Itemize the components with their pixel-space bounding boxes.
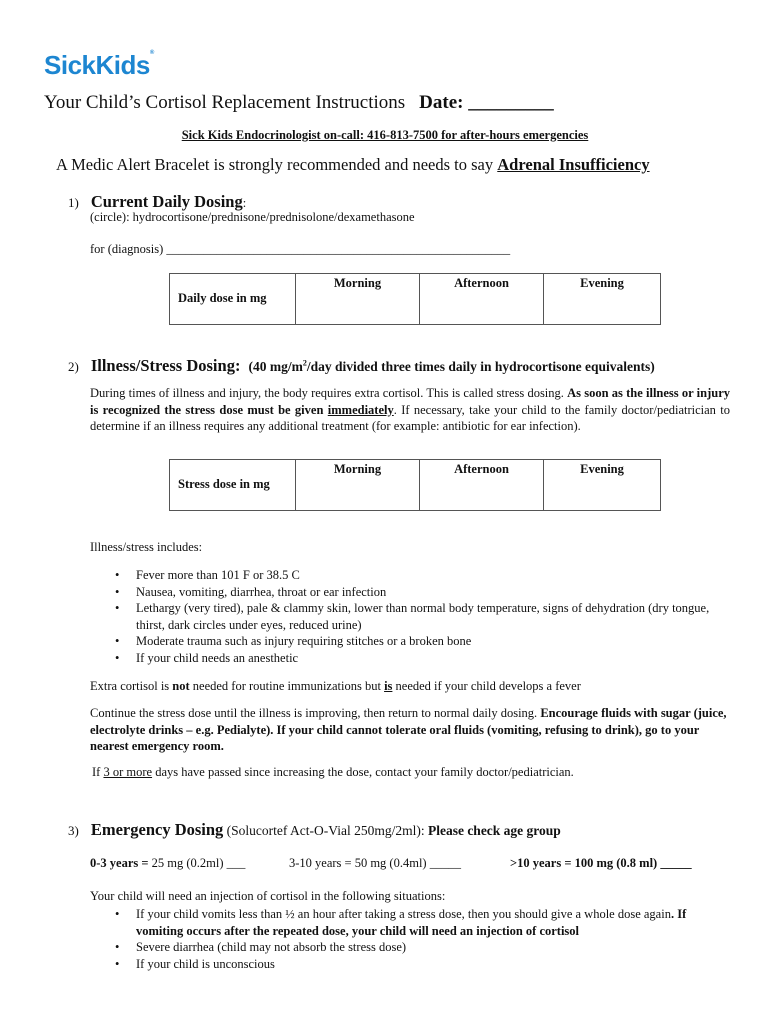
table-row-label: Stress dose in mg bbox=[170, 460, 296, 511]
date-field: Date: _________ bbox=[419, 92, 554, 113]
age-group-10-plus: >10 years = 100 mg (0.8 ml) _____ bbox=[510, 856, 692, 870]
section3-heading: 3) Emergency Dosing (Solucortef Act-O-Vial 250mg/2ml): Please check age group bbox=[68, 820, 561, 839]
table-header: Evening bbox=[544, 460, 661, 511]
illness-list bbox=[113, 567, 713, 667]
table-header: Afternoon bbox=[420, 274, 544, 325]
list-item: • Moderate trauma such as injury requiring stitches or a broken bone bbox=[113, 633, 713, 650]
table-header: Morning bbox=[296, 274, 420, 325]
daily-dose-table bbox=[169, 273, 661, 325]
list-item: • If your child is unconscious bbox=[113, 956, 713, 973]
continue-dose-paragraph: Continue the stress dose until the illness is improving, then return to normal daily dosing. Encourage fluids with sugar (juice, electrolyte drinks – e.g. Pedialyte). If your child cannot tolerate oral fluids (vomiting, refusing to drink), go to your nearest emergency room. bbox=[90, 706, 727, 753]
list-item: • Lethargy (very tired), pale & clammy skin, lower than normal body temperature, signs of dehydration (dry tongue, thirst, dark circles under eyes, reduced urine) bbox=[113, 600, 713, 633]
table-header: Evening bbox=[544, 274, 661, 325]
list-item: • Severe diarrhea (child may not absorb the stress dose) bbox=[113, 939, 713, 956]
medication-options: (circle): hydrocortisone/prednisone/prednisolone/dexamethasone bbox=[90, 210, 415, 224]
diagnosis-line: for (diagnosis) _______________________________________________________ bbox=[90, 242, 511, 256]
oncall-line: Sick Kids Endocrinologist on-call: 416-813-7500 for after-hours emergencies bbox=[181, 128, 589, 142]
stress-dose-table bbox=[169, 459, 661, 511]
list-item: • If your child needs an anesthetic bbox=[113, 650, 713, 667]
injection-list bbox=[113, 906, 713, 972]
page-title: Your Child’s Cortisol Replacement Instructions Date: _________ bbox=[44, 92, 554, 113]
illness-includes-label: Illness/stress includes: bbox=[90, 540, 203, 554]
injection-intro: Your child will need an injection of cortisol in the following situations: bbox=[90, 889, 446, 903]
sickkids-logo: SickKids® bbox=[44, 50, 154, 80]
three-days-note: If 3 or more days have passed since increasing the dose, contact your family doctor/pediatrician. bbox=[92, 765, 574, 779]
stress-dosing-paragraph: During times of illness and injury, the body requires extra cortisol. This is called stress dosing. As soon as the illness or injury is recognized the stress dose must be given immediately. If necessary, take your child to the family doctor/pediatrician to determine if an illness requires any additional treatment (for example: antibiotic for ear infection). bbox=[90, 386, 731, 433]
section1-heading: 1) Current Daily Dosing: bbox=[68, 192, 247, 211]
medic-alert-line: A Medic Alert Bracelet is strongly recommended and needs to say Adrenal Insufficiency bbox=[56, 155, 650, 174]
section2-heading: 2) Illness/Stress Dosing: (40 $mg/m^2$/day divided three times daily in hydrocortisone equivalents) bbox=[68, 356, 655, 375]
list-item: • If your child vomits less than ½ an hour after taking a stress dose, then you should give a whole dose again. If vomiting occurs after the repeated dose, your child will need an injection of cortisol bbox=[113, 906, 713, 939]
list-item: • Nausea, vomiting, diarrhea, throat or ear infection bbox=[113, 584, 713, 601]
immunization-note: Extra cortisol is not needed for routine immunizations but is needed if your child develops a fever bbox=[90, 679, 581, 693]
table-header: Afternoon bbox=[420, 460, 544, 511]
age-group-3-10: 3-10 years = 50 mg (0.4ml) _____ bbox=[289, 856, 461, 870]
table-row-label: Daily dose in mg bbox=[170, 274, 296, 325]
age-group-0-3: 0-3 years = 25 mg (0.2ml) ___ bbox=[90, 856, 246, 870]
list-item: • Fever more than 101 F or 38.5 C bbox=[113, 567, 713, 584]
table-header: Morning bbox=[296, 460, 420, 511]
